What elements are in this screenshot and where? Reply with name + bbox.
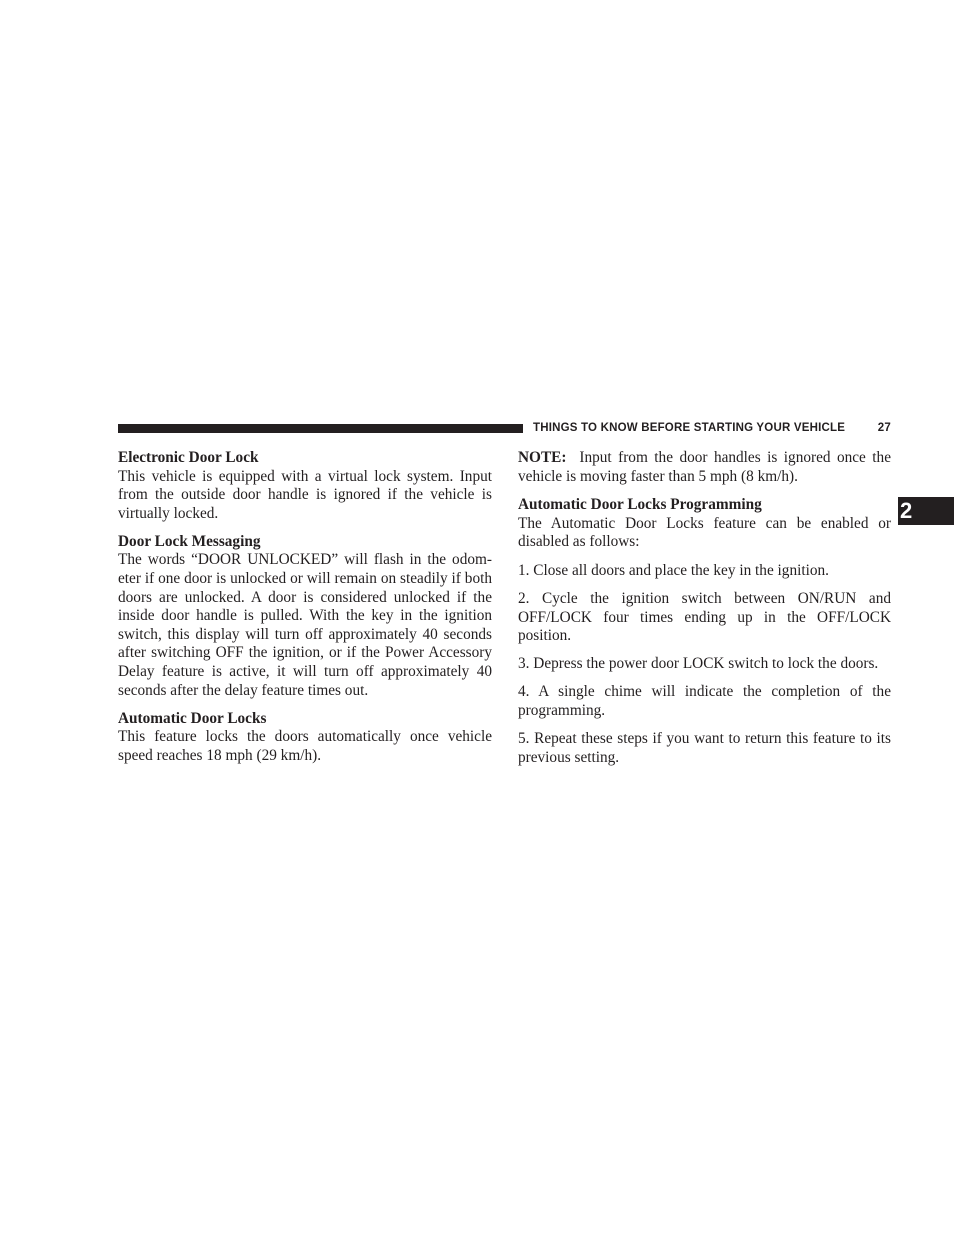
programming-intro: The Automatic Door Locks feature can be enabled or disabled as follows: [518,514,891,551]
header-rule [118,424,523,433]
right-column [518,449,891,777]
note-label: NOTE: [518,449,567,466]
programming-heading: Automatic Door Locks Programming [518,496,762,514]
section-heading: Door Lock Messaging [118,532,261,550]
note-paragraph [518,449,891,486]
section-body: The words “DOOR UNLOCKED” will flash in the odom-eter if one door is unlocked or will remain on steadily if both doors are unlocked. A door is considered unlocked if the inside door handle is pulled. With the key in the ignition switch, this display will turn off approximately 40 seconds after switching OFF the ignition, or if the Power Accessory Delay feature is active, it will turn off approximately 40 seconds after the delay feature times out. [118,551,492,699]
note-text: Input from the door handles is ignored once the vehicle is moving faster than 5 mph (8 km/h). [518,449,891,485]
section-heading: Electronic Door Lock [118,449,259,466]
section-body: This vehicle is equipped with a virtual lock system. Input from the outside door handle is ignored if the vehicle is virtually locked. [118,467,492,522]
section-automatic-door-locks [118,710,492,766]
list-item: 1. Close all doors and place the key in the ignition. [518,561,829,579]
page-number: 27 [877,422,891,434]
list-item: 5. Repeat these steps if you want to return this feature to its previous setting. [518,730,891,766]
header-section-title: THINGS TO KNOW BEFORE STARTING YOUR VEHICLE [533,422,846,434]
list-item: 3. Depress the power door LOCK switch to lock the doors. [518,655,879,673]
section-door-lock-messaging [118,533,492,700]
running-header [533,420,891,436]
left-column [118,449,492,775]
section-electronic-door-lock [118,449,492,523]
list-item: 2. Cycle the ignition switch between ON/RUN and OFF/LOCK four times ending up in the OFF/LOCK position. [518,590,891,645]
section-body: This feature locks the doors automatically once vehicle speed reaches 18 mph (29 km/h). [118,728,492,764]
section-heading: Automatic Door Locks [118,709,267,727]
chapter-tab: 2 [898,497,954,525]
list-item: 4. A single chime will indicate the completion of the programming. [518,683,891,720]
